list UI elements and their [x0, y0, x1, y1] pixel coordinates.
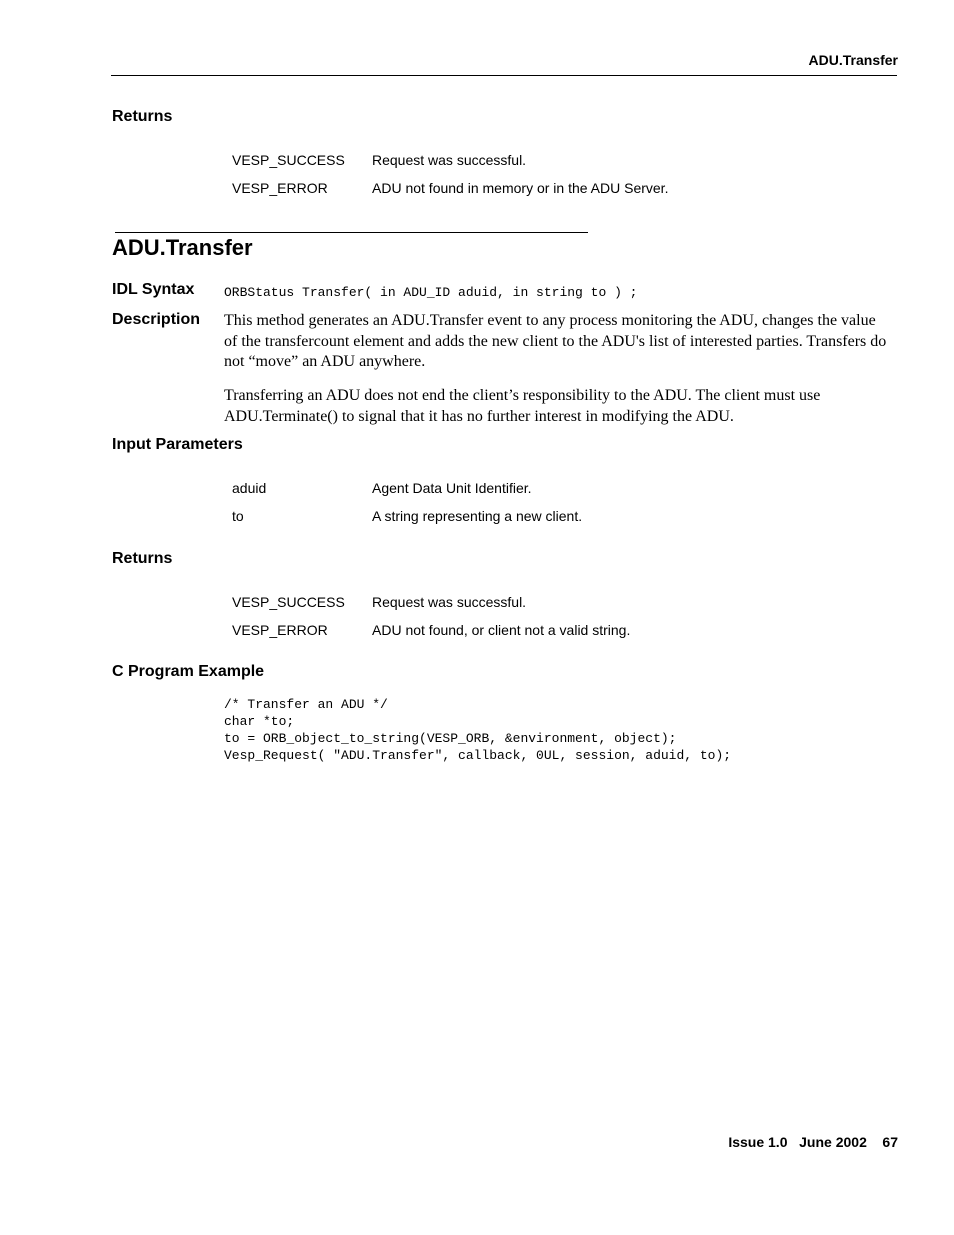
header-rule — [111, 75, 897, 76]
returns-heading: Returns — [112, 550, 173, 567]
input-parameters-heading: Input Parameters — [112, 436, 243, 453]
parameter-description: A string representing a new client. — [372, 508, 583, 524]
return-code: VESP_SUCCESS — [232, 152, 345, 168]
page-footer: Issue 1.0 June 2002 67 — [728, 1134, 898, 1150]
section-rule — [115, 232, 588, 233]
c-program-example-code: /* Transfer an ADU */ char *to; to = ORB_object_to_string(VESP_ORB, &environment, object); Vesp_Request( "ADU.Transfer", callback, 0UL, session, aduid, to); — [224, 697, 732, 763]
return-code: VESP_SUCCESS — [232, 594, 345, 610]
return-description: Request was successful. — [372, 594, 527, 610]
idl-syntax-code: ORBStatus Transfer( in ADU_ID aduid, in string to ) ; — [224, 285, 638, 300]
return-code: VESP_ERROR — [232, 180, 328, 196]
description-paragraph-1: This method generates an ADU.Transfer event to any process monitoring the ADU, changes the value of the transfercount element and adds the new client to the ADU's list of interested parties. Transfers do not “move” an ADU anywhere. — [224, 312, 887, 370]
section-title: ADU.Transfer — [112, 235, 253, 260]
description-paragraph-2: Transferring an ADU does not end the client’s responsibility to the ADU. The client must use ADU.Terminate() to signal that it has no further interest in modifying the ADU. — [224, 387, 821, 425]
parameter-name: to — [232, 508, 244, 524]
return-description: ADU not found in memory or in the ADU Server. — [372, 180, 669, 196]
c-program-example-heading: C Program Example — [112, 663, 265, 680]
idl-syntax-label: IDL Syntax — [112, 281, 195, 298]
description-label: Description — [112, 311, 201, 328]
return-description: Request was successful. — [372, 152, 527, 168]
return-code: VESP_ERROR — [232, 622, 328, 638]
return-description: ADU not found, or client not a valid string. — [372, 622, 631, 638]
returns-heading-top: Returns — [112, 108, 173, 125]
parameter-name: aduid — [232, 480, 267, 496]
parameter-description: Agent Data Unit Identifier. — [372, 480, 532, 496]
running-header-title: ADU.Transfer — [808, 52, 898, 68]
